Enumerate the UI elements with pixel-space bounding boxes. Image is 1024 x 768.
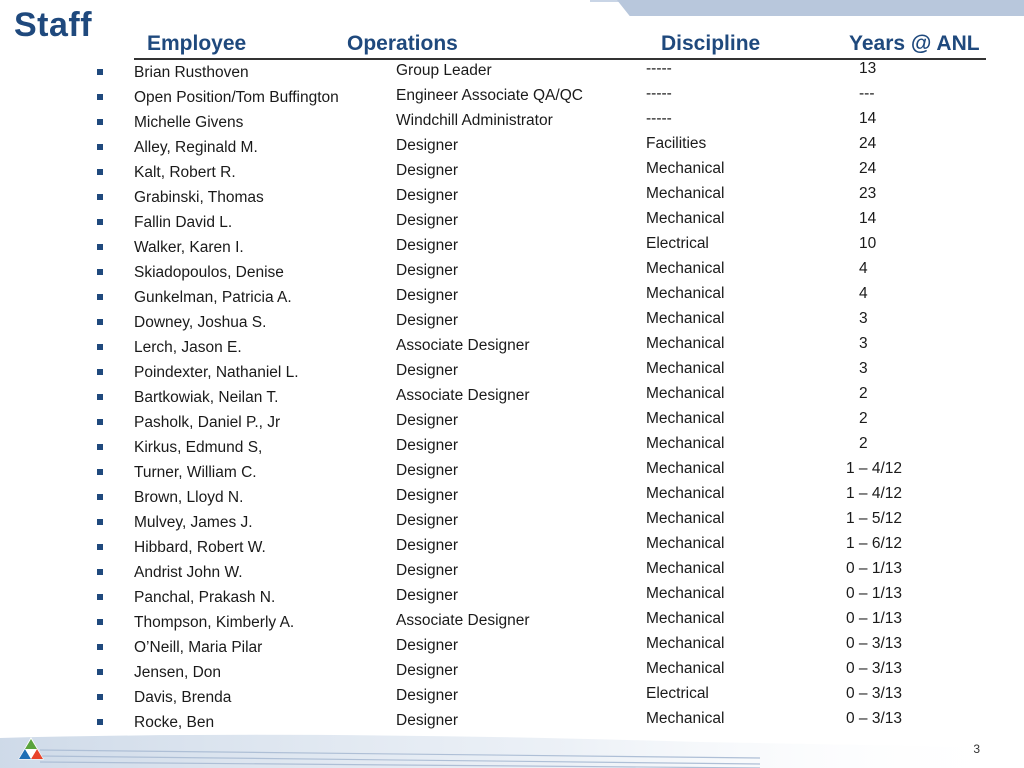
table-row: [0, 234, 1024, 259]
table-row: [0, 434, 1024, 459]
staff-table: [0, 59, 1024, 734]
operations-role: Designer: [396, 562, 459, 579]
table-row: [0, 409, 1024, 434]
operations-role: Designer: [396, 162, 459, 179]
table-row: [0, 634, 1024, 659]
discipline: Mechanical: [646, 460, 725, 477]
discipline: -----: [646, 60, 672, 77]
years-at-anl: 14: [859, 210, 877, 227]
table-row: [0, 509, 1024, 534]
operations-role: Designer: [396, 137, 459, 154]
years-at-anl: 2: [859, 435, 868, 452]
discipline: Facilities: [646, 135, 707, 152]
header-years: Years @ ANL: [849, 32, 980, 55]
discipline: Mechanical: [646, 585, 725, 602]
employee-name: Lerch, Jason E.: [134, 339, 242, 356]
table-row: [0, 384, 1024, 409]
discipline: -----: [646, 110, 672, 127]
operations-role: Designer: [396, 412, 459, 429]
operations-role: Designer: [396, 362, 459, 379]
square-bullet-icon: [97, 444, 103, 450]
discipline: Mechanical: [646, 435, 725, 452]
discipline: Mechanical: [646, 285, 725, 302]
employee-name: Kirkus, Edmund S,: [134, 439, 263, 456]
employee-name: Fallin David L.: [134, 214, 233, 231]
employee-name: Gunkelman, Patricia A.: [134, 289, 292, 306]
table-row: [0, 134, 1024, 159]
discipline: Mechanical: [646, 210, 725, 227]
discipline: Electrical: [646, 685, 709, 702]
employee-name: Andrist John W.: [134, 564, 243, 581]
table-row: [0, 534, 1024, 559]
discipline: Mechanical: [646, 185, 725, 202]
years-at-anl: 0 – 3/13: [846, 660, 903, 677]
square-bullet-icon: [97, 569, 103, 575]
employee-name: Hibbard, Robert W.: [134, 539, 266, 556]
operations-role: Designer: [396, 437, 459, 454]
table-row: [0, 59, 1024, 84]
square-bullet-icon: [97, 694, 103, 700]
discipline: Mechanical: [646, 160, 725, 177]
operations-role: Designer: [396, 187, 459, 204]
employee-name: Bartkowiak, Neilan T.: [134, 389, 279, 406]
years-at-anl: 0 – 1/13: [846, 610, 903, 627]
square-bullet-icon: [97, 294, 103, 300]
page-number: 3: [973, 742, 980, 756]
employee-name: Panchal, Prakash N.: [134, 589, 276, 606]
argonne-triangle-logo-icon: [18, 737, 44, 761]
top-accent-band: [600, 0, 1024, 16]
table-row: [0, 484, 1024, 509]
table-row: [0, 184, 1024, 209]
table-row: [0, 284, 1024, 309]
square-bullet-icon: [97, 594, 103, 600]
years-at-anl: 3: [859, 335, 868, 352]
discipline: Mechanical: [646, 385, 725, 402]
years-at-anl: 1 – 6/12: [846, 535, 903, 552]
operations-role: Engineer Associate QA/QC: [396, 87, 583, 104]
operations-role: Designer: [396, 487, 459, 504]
employee-name: Brian Rusthoven: [134, 64, 249, 81]
header-employee: Employee: [147, 32, 247, 55]
operations-role: Designer: [396, 712, 459, 729]
square-bullet-icon: [97, 94, 103, 100]
discipline: Mechanical: [646, 635, 725, 652]
employee-name: Mulvey, James J.: [134, 514, 253, 531]
employee-name: Poindexter, Nathaniel L.: [134, 364, 299, 381]
years-at-anl: 24: [859, 160, 877, 177]
discipline: Mechanical: [646, 560, 725, 577]
employee-name: Davis, Brenda: [134, 689, 232, 706]
discipline: Mechanical: [646, 260, 725, 277]
square-bullet-icon: [97, 244, 103, 250]
years-at-anl: 23: [859, 185, 877, 202]
discipline: Mechanical: [646, 610, 725, 627]
square-bullet-icon: [97, 619, 103, 625]
years-at-anl: 1 – 4/12: [846, 460, 903, 477]
table-row: [0, 334, 1024, 359]
years-at-anl: ---: [859, 85, 875, 102]
square-bullet-icon: [97, 319, 103, 325]
discipline: Mechanical: [646, 485, 725, 502]
table-row: [0, 109, 1024, 134]
table-row: [0, 84, 1024, 109]
square-bullet-icon: [97, 269, 103, 275]
employee-name: Rocke, Ben: [134, 714, 215, 731]
years-at-anl: 0 – 3/13: [846, 710, 903, 727]
discipline: Mechanical: [646, 710, 725, 727]
slide-title: Staff: [14, 6, 93, 44]
employee-name: Jensen, Don: [134, 664, 222, 681]
operations-role: Designer: [396, 312, 459, 329]
employee-name: Downey, Joshua S.: [134, 314, 267, 331]
years-at-anl: 0 – 3/13: [846, 685, 903, 702]
square-bullet-icon: [97, 219, 103, 225]
table-row: [0, 359, 1024, 384]
discipline: -----: [646, 85, 672, 102]
years-at-anl: 0 – 1/13: [846, 585, 903, 602]
operations-role: Designer: [396, 262, 459, 279]
square-bullet-icon: [97, 494, 103, 500]
operations-role: Designer: [396, 237, 459, 254]
table-row: [0, 259, 1024, 284]
discipline: Mechanical: [646, 310, 725, 327]
employee-name: Open Position/Tom Buffington: [134, 89, 339, 106]
table-row: [0, 609, 1024, 634]
table-row: [0, 459, 1024, 484]
years-at-anl: 1 – 5/12: [846, 510, 903, 527]
table-row: [0, 209, 1024, 234]
table-row: [0, 584, 1024, 609]
square-bullet-icon: [97, 419, 103, 425]
operations-role: Designer: [396, 662, 459, 679]
header-discipline: Discipline: [661, 32, 761, 55]
employee-name: Alley, Reginald M.: [134, 139, 258, 156]
operations-role: Windchill Administrator: [396, 112, 553, 129]
years-at-anl: 13: [859, 60, 877, 77]
square-bullet-icon: [97, 669, 103, 675]
square-bullet-icon: [97, 519, 103, 525]
square-bullet-icon: [97, 394, 103, 400]
square-bullet-icon: [97, 469, 103, 475]
discipline: Mechanical: [646, 535, 725, 552]
table-row: [0, 559, 1024, 584]
years-at-anl: 1 – 4/12: [846, 485, 903, 502]
years-at-anl: 0 – 1/13: [846, 560, 903, 577]
employee-name: Pasholk, Daniel P., Jr: [134, 414, 281, 431]
employee-name: O’Neill, Maria Pilar: [134, 639, 263, 656]
operations-role: Designer: [396, 212, 459, 229]
operations-role: Designer: [396, 537, 459, 554]
discipline: Mechanical: [646, 660, 725, 677]
square-bullet-icon: [97, 369, 103, 375]
years-at-anl: 4: [859, 285, 868, 302]
employee-name: Thompson, Kimberly A.: [134, 614, 295, 631]
operations-role: Designer: [396, 462, 459, 479]
discipline: Mechanical: [646, 510, 725, 527]
bottom-swoosh-band: [0, 728, 1024, 768]
years-at-anl: 10: [859, 235, 877, 252]
operations-role: Associate Designer: [396, 387, 530, 404]
years-at-anl: 3: [859, 310, 868, 327]
discipline: Mechanical: [646, 335, 725, 352]
operations-role: Designer: [396, 637, 459, 654]
employee-name: Walker, Karen I.: [134, 239, 244, 256]
employee-name: Turner, William C.: [134, 464, 257, 481]
square-bullet-icon: [97, 169, 103, 175]
operations-role: Designer: [396, 512, 459, 529]
square-bullet-icon: [97, 144, 103, 150]
years-at-anl: 2: [859, 410, 868, 427]
operations-role: Designer: [396, 687, 459, 704]
years-at-anl: 14: [859, 110, 877, 127]
table-header: [134, 30, 986, 60]
years-at-anl: 4: [859, 260, 868, 277]
square-bullet-icon: [97, 194, 103, 200]
employee-name: Skiadopoulos, Denise: [134, 264, 284, 281]
square-bullet-icon: [97, 69, 103, 75]
years-at-anl: 0 – 3/13: [846, 635, 903, 652]
square-bullet-icon: [97, 719, 103, 725]
table-row: [0, 684, 1024, 709]
years-at-anl: 2: [859, 385, 868, 402]
discipline: Mechanical: [646, 360, 725, 377]
square-bullet-icon: [97, 544, 103, 550]
employee-name: Brown, Lloyd N.: [134, 489, 244, 506]
employee-name: Kalt, Robert R.: [134, 164, 236, 181]
employee-name: Michelle Givens: [134, 114, 244, 131]
years-at-anl: 3: [859, 360, 868, 377]
square-bullet-icon: [97, 644, 103, 650]
square-bullet-icon: [97, 344, 103, 350]
operations-role: Designer: [396, 587, 459, 604]
header-operations: Operations: [347, 32, 458, 55]
table-row: [0, 659, 1024, 684]
discipline: Electrical: [646, 235, 709, 252]
discipline: Mechanical: [646, 410, 725, 427]
operations-role: Associate Designer: [396, 612, 530, 629]
table-row: [0, 159, 1024, 184]
table-row: [0, 309, 1024, 334]
years-at-anl: 24: [859, 135, 877, 152]
employee-name: Grabinski, Thomas: [134, 189, 264, 206]
square-bullet-icon: [97, 119, 103, 125]
operations-role: Associate Designer: [396, 337, 530, 354]
operations-role: Designer: [396, 287, 459, 304]
operations-role: Group Leader: [396, 62, 492, 79]
